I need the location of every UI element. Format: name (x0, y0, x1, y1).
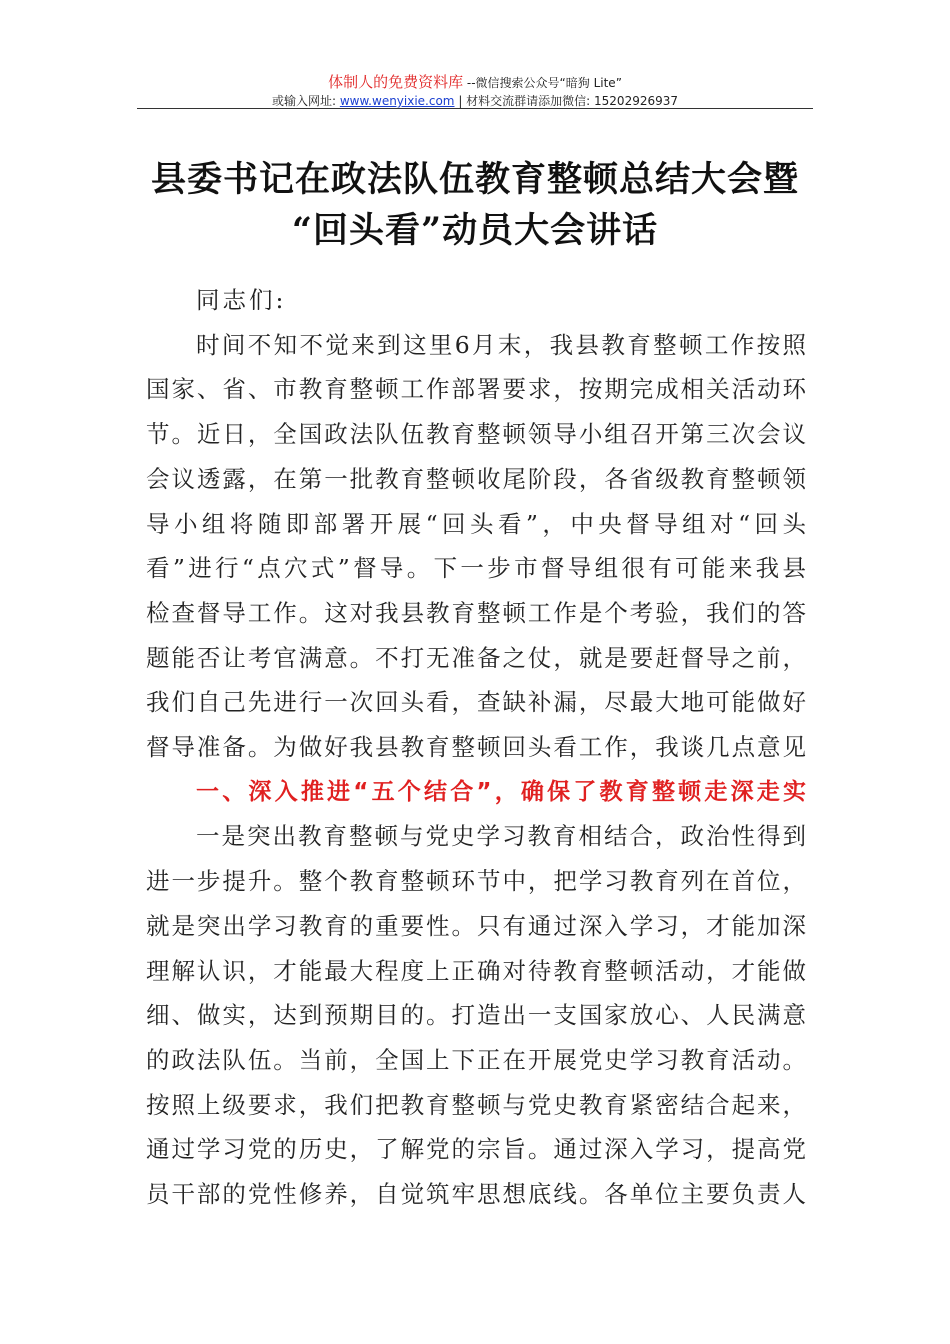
document-title-line-1: 县委书记在政法队伍教育整顿总结大会暨 (150, 159, 799, 200)
brand-name: 体制人的免费资料库 (328, 73, 464, 91)
contact-info: | 材料交流群请添加微信: 15202926937 (454, 94, 679, 108)
paragraph-line: 员干部的党性修养，自觉筑牢思想底线。各单位主要负责人 (146, 1180, 806, 1208)
paragraph-line: 检查督导工作。这对我县教育整顿工作是个考验，我们的答 (146, 598, 806, 627)
website-link[interactable]: www.wenyixie.com (339, 94, 455, 108)
paragraph-line: 会议透露，在第一批教育整顿收尾阶段，各省级教育整顿领 (146, 464, 806, 493)
paragraph-line: 按照上级要求，我们把教育整顿与党史教育紧密结合起来， (146, 1090, 806, 1119)
paragraph-line: 同志们: (196, 286, 287, 314)
paragraph-line: 我们自己先进行一次回头看，查缺补漏，尽最大地可能做好 (146, 688, 806, 717)
paragraph-line: 通过学习党的历史，了解党的宗旨。通过深入学习，提高党 (146, 1135, 806, 1164)
paragraph-line: 理解认识，才能最大程度上正确对待教育整顿活动，才能做 (146, 956, 806, 985)
paragraph-line: 细、做实，达到预期目的。打造出一支国家放心、人民满意 (146, 1001, 806, 1030)
paragraph-line: 一是突出教育整顿与党史学习教育相结合，政治性得到 (196, 822, 806, 851)
header-line-2 (0, 92, 950, 109)
brand-suffix: --微信搜索公众号“暗狗 Lite” (463, 76, 622, 90)
paragraph-line: 国家、省、市教育整顿工作部署要求，按期完成相关活动环 (146, 375, 806, 404)
paragraph-line: 进一步提升。整个教育整顿环节中，把学习教育列在首位， (146, 867, 806, 896)
url-prefix: 或输入网址: (271, 94, 340, 108)
header-divider (137, 108, 813, 109)
paragraph-line: 时间不知不觉来到这里6月末，我县教育整顿工作按照 (196, 330, 806, 359)
paragraph-line: 导小组将随即部署开展“回头看”，中央督导组对“回头 (146, 509, 806, 538)
document-title-line-2: “回头看”动员大会讲话 (291, 210, 659, 251)
paragraph-line: 节。近日，全国政法队伍教育整顿领导小组召开第三次会议 (146, 420, 806, 449)
paragraph-line: 的政法队伍。当前，全国上下正在开展党史学习教育活动。 (146, 1045, 806, 1074)
section-heading: 一、深入推进“五个结合”，确保了教育整顿走深走实 (196, 778, 806, 805)
paragraph-line: 看”进行“点穴式”督导。下一步市督导组很有可能来我县 (146, 554, 806, 583)
paragraph-line: 就是突出学习教育的重要性。只有通过深入学习，才能加深 (146, 911, 806, 940)
header-line-1 (0, 71, 950, 92)
paragraph-line: 督导准备。为做好我县教育整顿回头看工作，我谈几点意见 (146, 733, 806, 761)
paragraph-line: 题能否让考官满意。不打无准备之仗，就是要赶督导之前， (146, 643, 806, 672)
